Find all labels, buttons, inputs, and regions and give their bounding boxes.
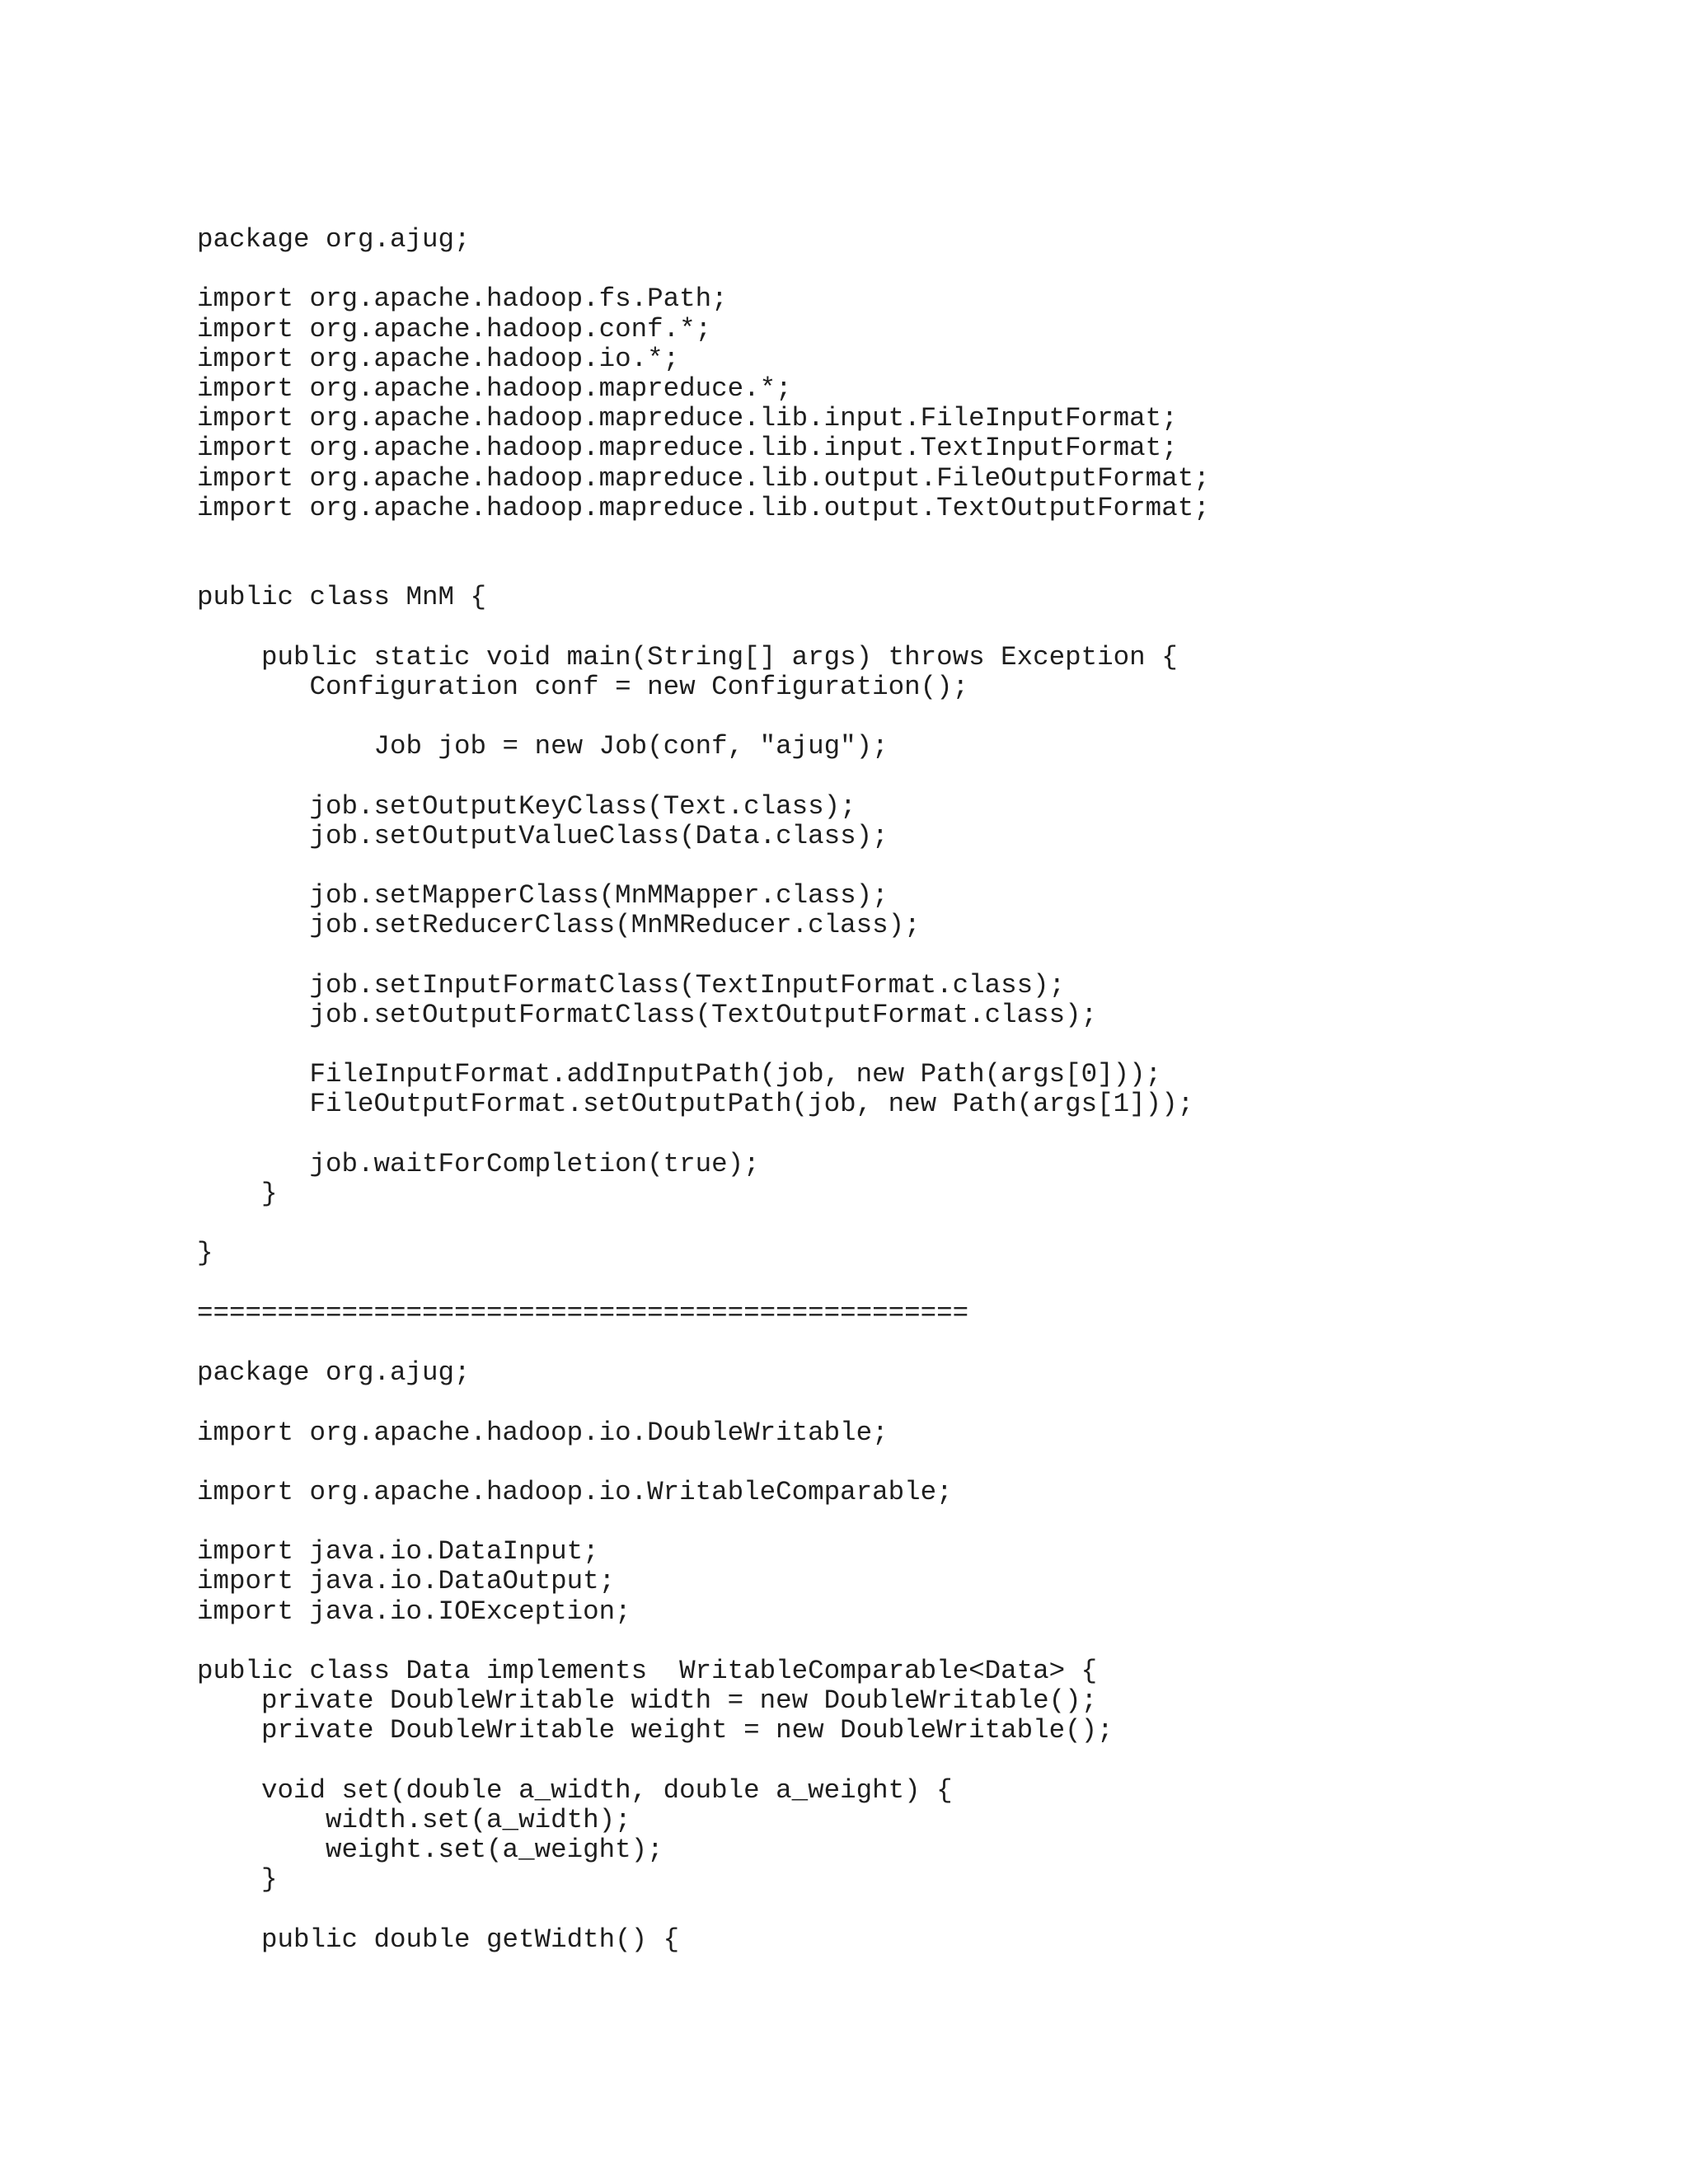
- code-line: [197, 1627, 1210, 1657]
- code-line: job.setReducerClass(MnMReducer.class);: [197, 910, 921, 941]
- code-line: weight.set(a_weight);: [197, 1835, 663, 1866]
- code-line: [197, 1448, 1210, 1478]
- code-line: import java.io.DataOutput;: [197, 1566, 616, 1597]
- code-line: import org.apache.hadoop.mapreduce.lib.input.FileInputFormat;: [197, 403, 1178, 434]
- code-line: public class Data implements WritableComparable<Data> {: [197, 1656, 1098, 1686]
- code-line: import java.io.IOException;: [197, 1596, 631, 1627]
- code-line: [197, 1209, 1210, 1239]
- code-line: import org.apache.hadoop.mapreduce.lib.output.TextOutputFormat;: [197, 492, 1210, 523]
- code-line: job.waitForCompletion(true);: [197, 1148, 760, 1179]
- code-line: public double getWidth() {: [197, 1924, 680, 1955]
- code-line: [197, 1388, 1210, 1418]
- code-line: job.setOutputValueClass(Data.class);: [197, 820, 889, 851]
- code-line: [197, 255, 1210, 284]
- code-line: job.setMapperClass(MnMMapper.class);: [197, 880, 889, 912]
- code-line: import org.apache.hadoop.io.DoubleWritable;: [197, 1417, 889, 1448]
- code-line: import java.io.DataInput;: [197, 1536, 599, 1568]
- code-line: Configuration conf = new Configuration();: [197, 671, 969, 702]
- code-line: FileInputFormat.addInputPath(job, new Path(args[0]));: [197, 1059, 1162, 1090]
- code-line: import org.apache.hadoop.mapreduce.lib.output.FileOutputFormat;: [197, 462, 1210, 494]
- code-line: package org.ajug;: [197, 1357, 471, 1389]
- code-line: public class MnM {: [197, 582, 487, 613]
- code-line: import org.apache.hadoop.mapreduce.*;: [197, 373, 792, 404]
- code-line: [197, 762, 1210, 791]
- code-line: void set(double a_width, double a_weight) {: [197, 1774, 953, 1806]
- code-line: [197, 941, 1210, 971]
- code-line: [197, 1329, 1210, 1358]
- code-line: import org.apache.hadoop.io.WritableComparable;: [197, 1476, 953, 1507]
- code-line: [197, 1269, 1210, 1299]
- code-line: import org.apache.hadoop.io.*;: [197, 343, 680, 374]
- code-line: ================================================: [197, 1297, 969, 1329]
- code-line: [197, 1120, 1210, 1150]
- code-line: job.setOutputKeyClass(Text.class);: [197, 790, 856, 822]
- code-line: [197, 1746, 1210, 1776]
- code-line: }: [197, 1179, 278, 1209]
- code-line: import org.apache.hadoop.conf.*;: [197, 313, 712, 344]
- code-line: job.setInputFormatClass(TextInputFormat.class);: [197, 969, 1066, 1001]
- code-line: }: [197, 1864, 278, 1896]
- code-line: FileOutputFormat.setOutputPath(job, new Path(args[1]));: [197, 1089, 1194, 1120]
- code-line: [197, 612, 1210, 642]
- code-line: [197, 702, 1210, 732]
- code-line: [197, 1507, 1210, 1537]
- code-line: import org.apache.hadoop.fs.Path;: [197, 284, 728, 315]
- code-line: }: [197, 1238, 213, 1269]
- code-line: width.set(a_width);: [197, 1804, 631, 1835]
- code-line: private DoubleWritable width = new DoubleWritable();: [197, 1685, 1098, 1717]
- code-line: [197, 1896, 1210, 1925]
- code-line: [197, 851, 1210, 881]
- code-line: [197, 553, 1210, 583]
- code-listing: [197, 225, 1210, 1955]
- code-line: private DoubleWritable weight = new DoubleWritable();: [197, 1715, 1114, 1746]
- code-line: Job job = new Job(conf, "ajug");: [197, 731, 889, 762]
- code-line: [197, 1030, 1210, 1060]
- code-line: job.setOutputFormatClass(TextOutputFormat.class);: [197, 999, 1098, 1030]
- code-line: import org.apache.hadoop.mapreduce.lib.input.TextInputFormat;: [197, 433, 1178, 464]
- code-line: public static void main(String[] args) throws Exception {: [197, 641, 1178, 673]
- code-line: package org.ajug;: [197, 224, 471, 255]
- code-line: [197, 523, 1210, 553]
